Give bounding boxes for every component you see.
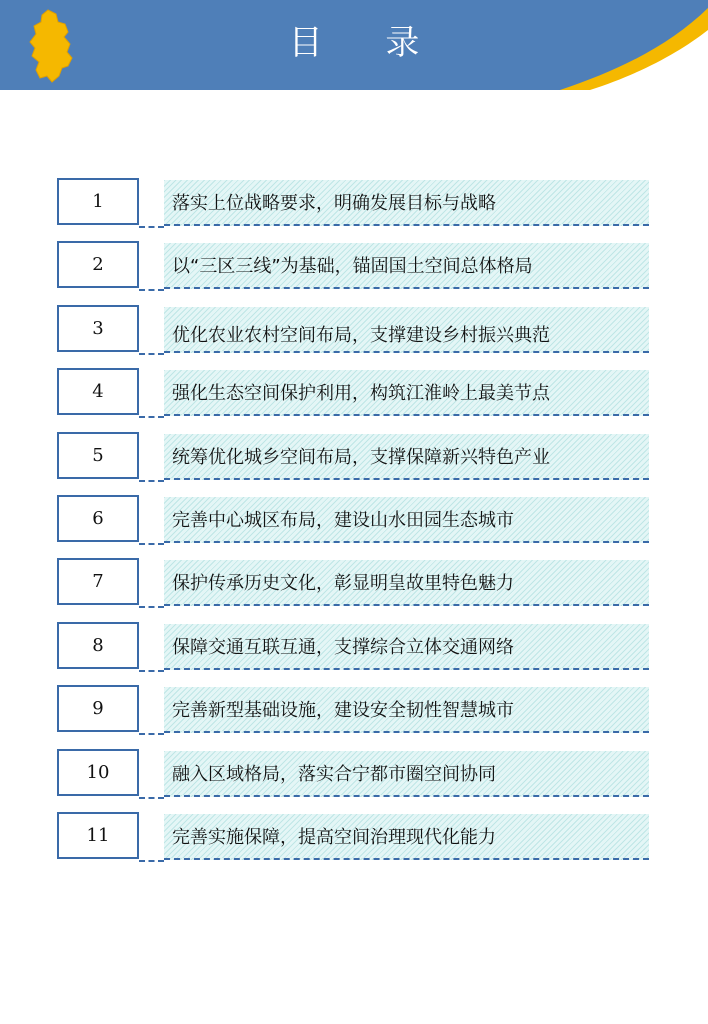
toc-number: 1 [57, 178, 139, 225]
toc-text-band [164, 560, 649, 606]
toc-number: 6 [57, 495, 139, 542]
dashed-connector [139, 416, 164, 418]
dashed-connector [139, 606, 164, 608]
toc-number: 11 [57, 812, 139, 859]
toc-number: 5 [57, 432, 139, 479]
toc-item-5[interactable] [57, 432, 649, 482]
header-banner [0, 0, 708, 90]
toc-number: 9 [57, 685, 139, 732]
toc-text-band [164, 307, 649, 353]
dashed-connector [139, 226, 164, 228]
dashed-connector [139, 733, 164, 735]
toc-text: 完善新型基础设施，建设安全韧性智慧城市 [172, 700, 514, 722]
toc-text-band [164, 434, 649, 480]
dashed-connector [139, 543, 164, 545]
toc-item-3[interactable] [57, 305, 649, 355]
toc-text: 落实上位战略要求，明确发展目标与战略 [172, 193, 496, 214]
toc-text-band [164, 751, 649, 797]
toc-text-band [164, 814, 649, 860]
toc-text: 完善中心城区布局，建设山水田园生态城市 [172, 509, 514, 531]
toc-text: 融入区域格局，落实合宁都市圈空间协同 [172, 763, 496, 785]
toc-item-4[interactable] [57, 368, 649, 418]
toc-item-2[interactable] [57, 241, 649, 291]
toc-item-6[interactable] [57, 495, 649, 545]
toc-text: 统筹优化城乡空间布局，支撑保障新兴特色产业 [172, 446, 550, 468]
toc-text-band [164, 624, 649, 670]
dashed-connector [139, 353, 164, 355]
toc-text-band [164, 370, 649, 416]
toc-text-band [164, 497, 649, 543]
dashed-connector [139, 860, 164, 862]
toc-text: 优化农业农村空间布局，支撑建设乡村振兴典范 [172, 324, 550, 346]
toc-item-7[interactable] [57, 558, 649, 608]
dashed-connector [139, 289, 164, 291]
toc-number: 7 [57, 558, 139, 605]
toc-number: 4 [57, 368, 139, 415]
toc-text-band [164, 243, 649, 289]
toc-text-band [164, 687, 649, 733]
toc-text: 保护传承历史文化，彰显明皇故里特色魅力 [172, 573, 514, 595]
table-of-contents [57, 178, 649, 875]
page-title: 目 录 [288, 23, 446, 63]
toc-number: 8 [57, 622, 139, 669]
toc-text: 完善实施保障，提高空间治理现代化能力 [172, 826, 496, 848]
toc-text: 保障交通互联互通，支撑综合立体交通网络 [172, 636, 514, 658]
toc-text: 强化生态空间保护利用，构筑江淮岭上最美节点 [172, 383, 550, 405]
toc-item-1[interactable] [57, 178, 649, 228]
toc-number: 3 [57, 305, 139, 352]
toc-number: 10 [57, 749, 139, 796]
toc-item-9[interactable] [57, 685, 649, 735]
toc-item-8[interactable] [57, 622, 649, 672]
dashed-connector [139, 480, 164, 482]
dashed-connector [139, 670, 164, 672]
toc-number: 2 [57, 241, 139, 288]
dashed-connector [139, 797, 164, 799]
toc-text: 以“三区三线”为基础，锚固国土空间总体格局 [172, 256, 533, 278]
toc-item-10[interactable] [57, 749, 649, 799]
toc-text-band [164, 180, 649, 226]
toc-item-11[interactable] [57, 812, 649, 862]
